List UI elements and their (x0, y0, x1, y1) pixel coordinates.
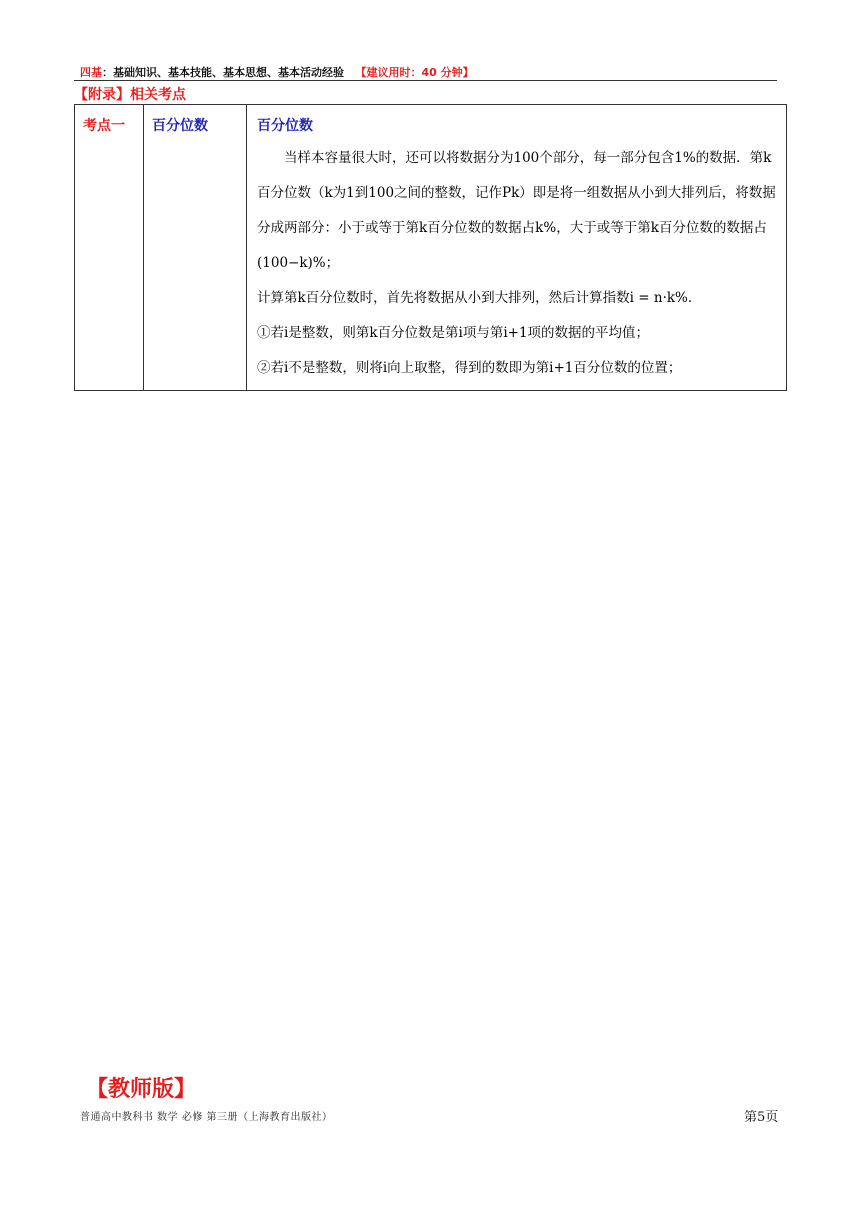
book-info: 普通高中教科书 数学 必修 第三册（上海教育出版社） (80, 1112, 333, 1123)
header-items: ：基础知识、基本技能、基本思想、基本活动经验 (102, 66, 344, 79)
knowledge-point-table (74, 104, 787, 391)
header-time-hint: 【建议用时：40 分钟】 (355, 66, 474, 79)
point-label: 考点一 (83, 118, 125, 134)
page-header (80, 64, 474, 80)
content-cell (247, 105, 787, 391)
header-divider (74, 80, 777, 81)
content-paragraph: 计算第k百分位数时，首先将数据从小到大排列，然后计算指数i = n·k%． (257, 290, 702, 306)
page-number: 第5页 (744, 1110, 779, 1125)
table-row (75, 105, 787, 391)
content-paragraph: 当样本容量很大时，还可以将数据分为100个部分，每一部分包含1%的数据．第k百分位数（k为1到100之间的整数，记作Pk）即是将一组数据从小到大排列后，将数据分成两部分：小于或等于第k百分位数的数据占k%，大于或等于第k百分位数的数据占(100−k)%； (257, 150, 776, 271)
content-title: 百分位数 (257, 118, 313, 134)
teacher-edition-label: 【教师版】 (86, 1077, 197, 1102)
topic-cell (144, 105, 247, 391)
point-label-cell (75, 105, 144, 391)
content-paragraph: ①若i是整数，则第k百分位数是第i项与第i+1项的数据的平均值； (257, 325, 650, 341)
appendix-title: 【附录】相关考点 (74, 87, 186, 103)
header-prefix: 四基 (80, 66, 102, 79)
topic-label: 百分位数 (152, 118, 208, 134)
content-paragraph: ②若i不是整数，则将i向上取整，得到的数即为第i+1百分位数的位置； (257, 360, 682, 376)
